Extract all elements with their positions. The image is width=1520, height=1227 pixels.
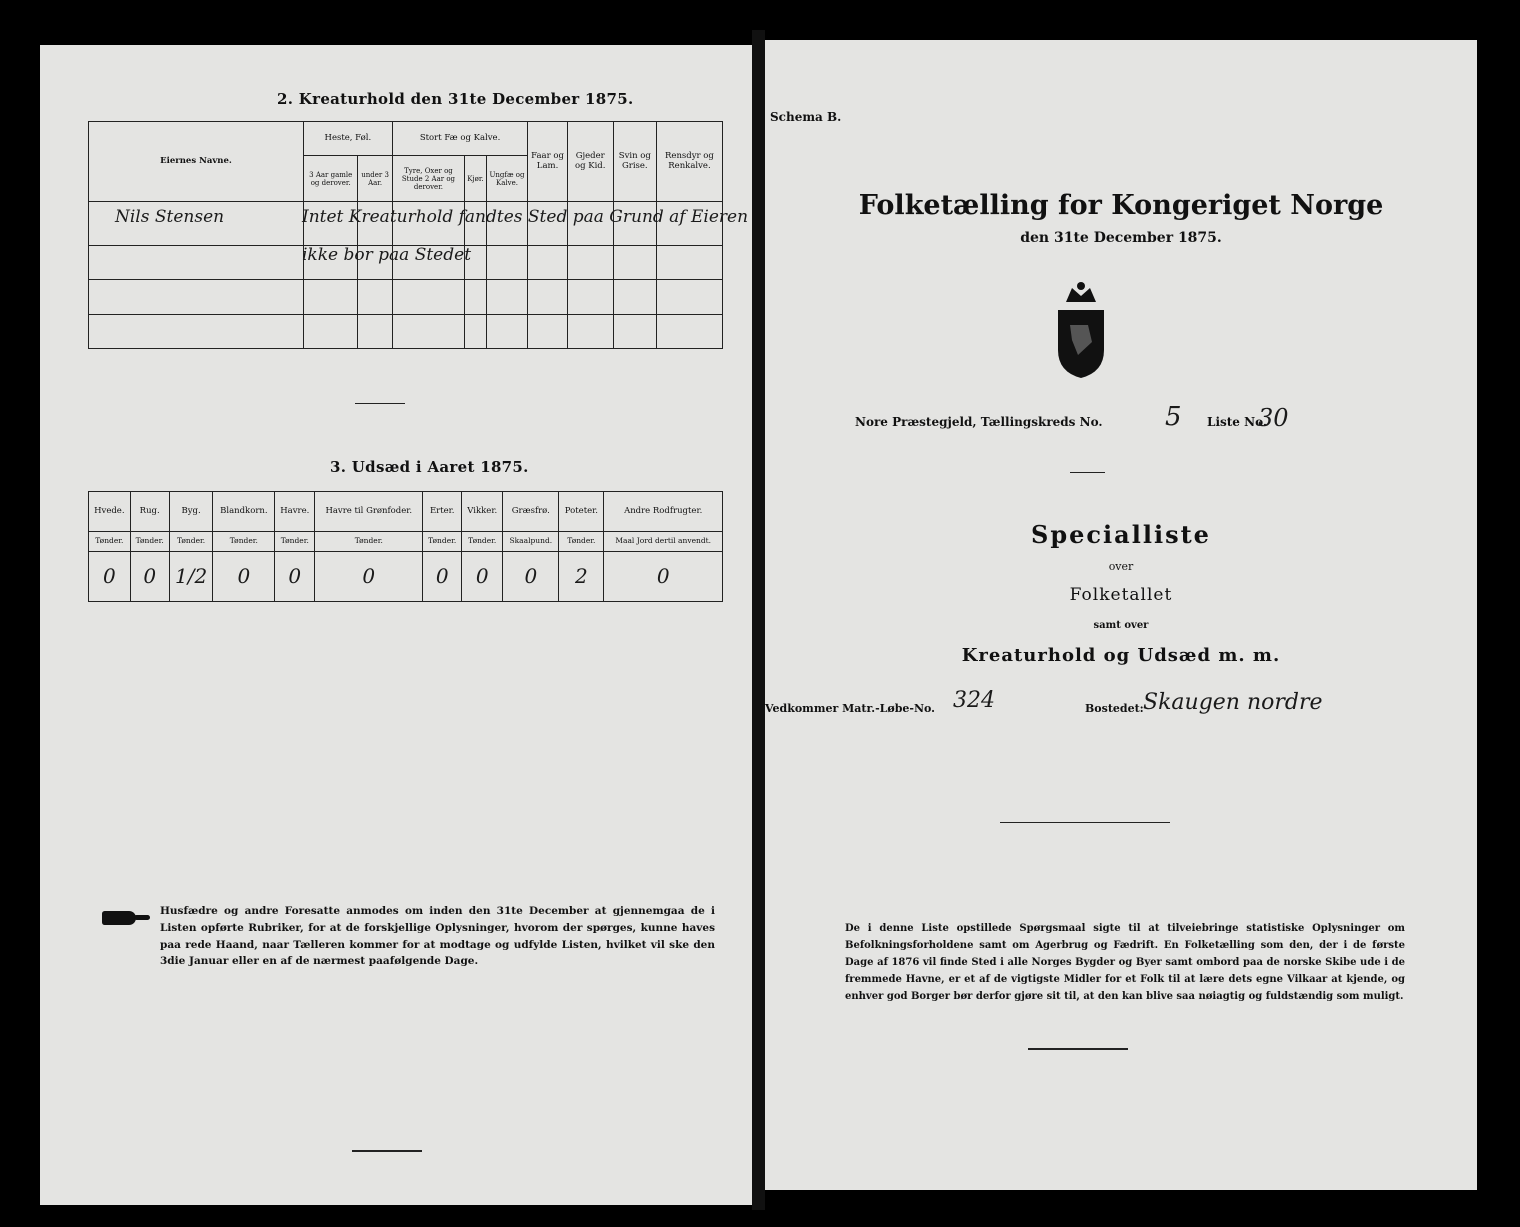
- pointing-hand-icon: [102, 911, 136, 925]
- seed-header: Andre Rodfrugter.: [604, 492, 723, 532]
- livestock-note-line2: ikke bor paa Stedet: [302, 245, 472, 265]
- divider: [1000, 822, 1170, 823]
- seed-unit: Tønder.: [462, 532, 503, 552]
- seed-value: 1/2: [169, 552, 213, 602]
- district-label: Nore Præstegjeld, Tællingskreds No.: [855, 415, 1103, 429]
- coat-of-arms-icon: [1048, 280, 1114, 380]
- seed-unit: Tønder.: [130, 532, 169, 552]
- livestock-note-line1: Intet Kreaturhold fandtes Sted paa Grund af Eieren: [302, 207, 749, 227]
- seed-unit: Skaalpund.: [503, 532, 559, 552]
- seed-header: Hvede.: [89, 492, 131, 532]
- seed-value: 0: [130, 552, 169, 602]
- seed-header: Havre til Grønfoder.: [315, 492, 423, 532]
- divider: [1070, 472, 1105, 473]
- goats-header: Gjeder og Kid.: [567, 122, 613, 202]
- seed-unit: Tønder.: [89, 532, 131, 552]
- seed-unit: Tønder.: [315, 532, 423, 552]
- cattle-header: Stort Fæ og Kalve.: [392, 122, 528, 156]
- sheep-header: Faar og Lam.: [528, 122, 567, 202]
- pigs-header: Svin og Grise.: [613, 122, 656, 202]
- seed-value: 0: [462, 552, 503, 602]
- seed-header: Vikker.: [462, 492, 503, 532]
- seed-value: 0: [423, 552, 462, 602]
- seed-unit: Maal Jord dertil anvendt.: [604, 532, 723, 552]
- seed-unit: Tønder.: [423, 532, 462, 552]
- bosted-value: Skaugen nordre: [1143, 690, 1323, 715]
- seed-unit: Tønder.: [275, 532, 315, 552]
- right-page: [765, 40, 1477, 1190]
- divider: [355, 403, 405, 404]
- notice-text: Husfædre og andre Foresatte anmodes om inden den 31te December at gjennemgaa de i Listen opførte Rubriker, for at de forskjellige Oplysninger, hvorom der spørges, kunne haves paa rede Haand, naar Tælleren kommer for at modtage og udfylde Listen, hvilket vil ske den 3die Januar eller en af de nærmest paafølgende Dage.: [160, 905, 715, 968]
- horses-header: Heste, Føl.: [304, 122, 393, 156]
- samt-over-text: samt over: [1093, 620, 1149, 631]
- book-spine: [752, 30, 765, 1210]
- seed-unit: Tønder.: [213, 532, 275, 552]
- kreaturhold-title: Kreaturhold og Udsæd m. m.: [961, 645, 1281, 666]
- livestock-owner: Nils Stensen: [115, 207, 225, 227]
- reindeer-header: Rensdyr og Renkalve.: [656, 122, 722, 202]
- seed-value: 0: [503, 552, 559, 602]
- seed-header: Blandkorn.: [213, 492, 275, 532]
- section2-title: 2. Kreaturhold den 31te December 1875.: [277, 90, 634, 108]
- seed-header: Poteter.: [559, 492, 604, 532]
- main-title: Folketælling for Kongeriget Norge: [858, 190, 1384, 221]
- over-text: over: [1108, 560, 1134, 573]
- district-number: 5: [1165, 402, 1182, 432]
- footer-note: De i denne Liste opstillede Spørgsmaal sigte til at tilveiebringe statistiske Oplysninger om Befolkningsforholdene samt om Agerbrug og Fædrift. En Folketælling som den, der i de første Dage af 1876 vil finde Sted i alle Norges Bygder og Byer samt ombord paa de norske Skibe ude i de fremmede Havne, er et af de vigtigste Midler for et Folk til at lære dets egne Vilkaar at kjende, og enhver god Borger bør derfor gjøre sit til, at den kan blive saa nøiagtig og fuldstændig som muligt.: [845, 923, 1405, 1002]
- seed-value: 0: [213, 552, 275, 602]
- cattle-sub1: Tyre, Oxer og Stude 2 Aar og derover.: [392, 156, 465, 202]
- section3-title: 3. Udsæd i Aaret 1875.: [330, 458, 529, 476]
- folketallet-text: Folketallet: [1069, 585, 1173, 605]
- seed-value: 0: [315, 552, 423, 602]
- seed-unit: Tønder.: [559, 532, 604, 552]
- seed-value: 0: [604, 552, 723, 602]
- seed-value: 0: [89, 552, 131, 602]
- seed-header: Rug.: [130, 492, 169, 532]
- left-page: [40, 45, 752, 1205]
- list-label: Liste No.: [1207, 415, 1268, 429]
- end-rule: [352, 1150, 422, 1152]
- horses-sub2: under 3 Aar.: [358, 156, 392, 202]
- list-number: 30: [1258, 404, 1289, 432]
- schema-label: Schema B.: [770, 110, 842, 124]
- owner-header: Eiernes Navne.: [89, 122, 304, 202]
- seed-unit: Tønder.: [169, 532, 213, 552]
- seed-header: Havre.: [275, 492, 315, 532]
- matr-label: Vedkommer Matr.-Løbe-No.: [765, 702, 935, 715]
- bosted-label: Bostedet:: [1085, 702, 1144, 715]
- seed-table: [88, 491, 723, 602]
- horses-sub1: 3 Aar gamle og derover.: [304, 156, 358, 202]
- seed-value: 2: [559, 552, 604, 602]
- livestock-table: [88, 121, 723, 349]
- specialliste-title: Specialliste: [1031, 520, 1211, 549]
- matr-number: 324: [953, 688, 995, 713]
- subtitle: den 31te December 1875.: [1020, 230, 1222, 246]
- seed-value: 0: [275, 552, 315, 602]
- seed-header: Byg.: [169, 492, 213, 532]
- cattle-sub2: Kjør.: [465, 156, 486, 202]
- seed-header: Græsfrø.: [503, 492, 559, 532]
- end-rule: [1028, 1048, 1128, 1050]
- seed-header: Erter.: [423, 492, 462, 532]
- cattle-sub3: Ungfæ og Kalve.: [486, 156, 528, 202]
